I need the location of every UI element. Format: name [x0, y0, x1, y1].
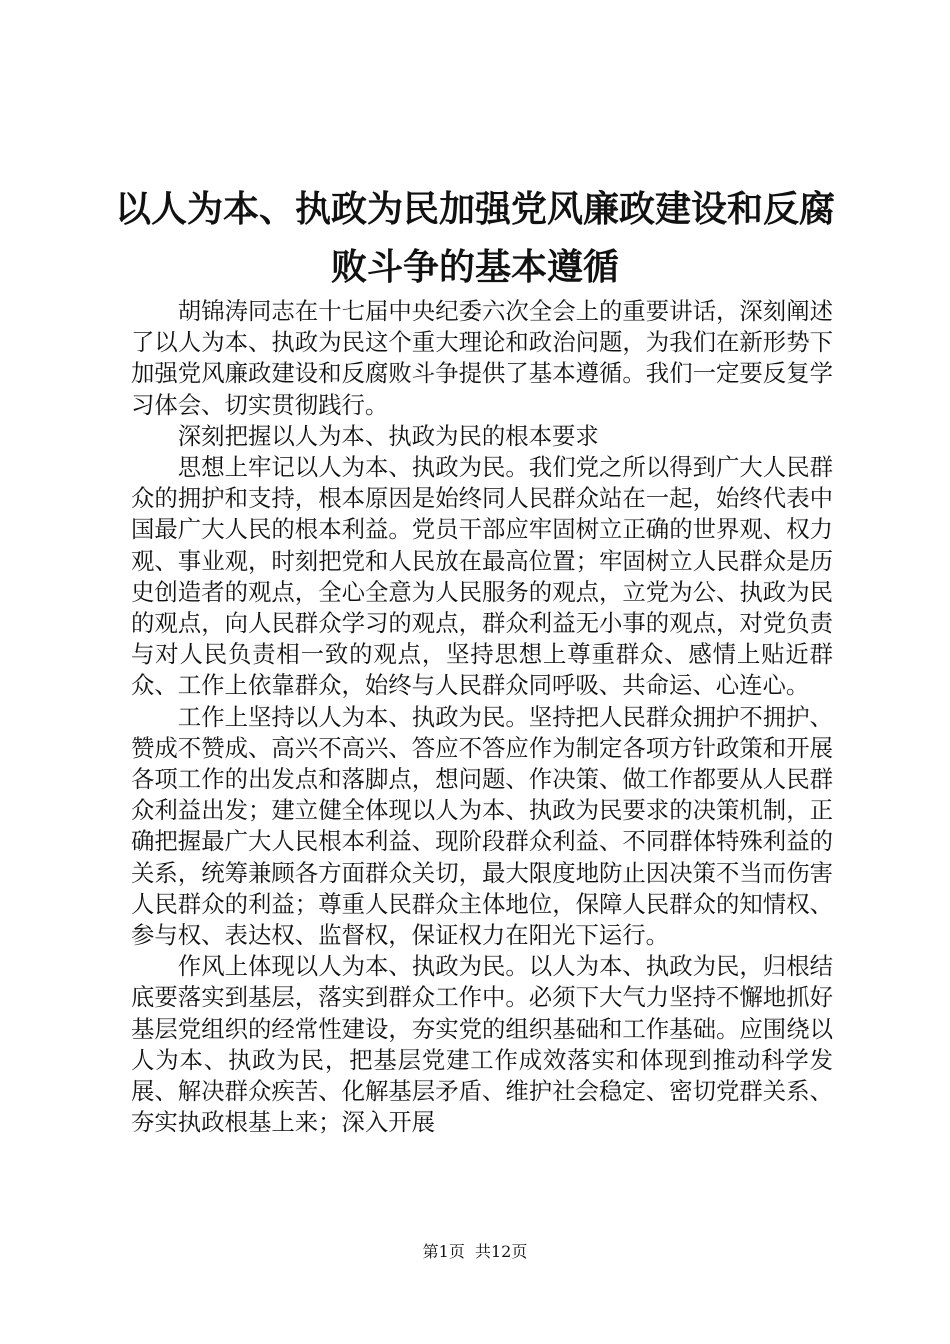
- page-footer: 第1页 共12页: [422, 1242, 528, 1261]
- document-title-line-1: 以人为本、执政为民加强党风廉政建设和反腐: [114, 189, 835, 230]
- document-title-line-2: 败斗争的基本遵循: [330, 247, 619, 288]
- paragraph-intro: 胡锦涛同志在十七届中央纪委六次全会上的重要讲话，深刻阐述了以人为本、执政为民这个重大理论和政治问题，为我们在新形势下加强党风廉政建设和反腐败斗争提供了基本遵循。我们一定要反复学习体会、切实贯彻践行。: [131, 297, 833, 419]
- paragraph-work: 工作上坚持以人为本、执政为民。坚持把人民群众拥护不拥护、赞成不赞成、高兴不高兴、答应不答应作为制定各项方针政策和开展各项工作的出发点和落脚点，想问题、作决策、做工作都要从人民群众利益出发；建立健全体现以人为本、执政为民要求的决策机制，正确把握最广大人民根本利益、现阶段群众利益、不同群体特殊利益的关系，统筹兼顾各方面群众关切，最大限度地防止因决策不当而伤害人民群众的利益；尊重人民群众主体地位，保障人民群众的知情权、参与权、表达权、监督权，保证权力在阳光下运行。: [131, 702, 833, 950]
- paragraph-thought: 思想上牢记以人为本、执政为民。我们党之所以得到广大人民群众的拥护和支持，根本原因是始终同人民群众站在一起，始终代表中国最广大人民的根本利益。党员干部应牢固树立正确的世界观、权力观、事业观，时刻把党和人民放在最高位置；牢固树立人民群众是历史创造者的观点，全心全意为人民服务的观点，立党为公、执政为民的观点，向人民群众学习的观点，群众利益无小事的观点，对党负责与对人民负责相一致的观点，坚持思想上尊重群众、感情上贴近群众、工作上依靠群众，始终与人民群众同呼吸、共命运、心连心。: [131, 453, 833, 700]
- section-heading: 深刻把握以人为本、执政为民的根本要求: [177, 421, 599, 450]
- document-body: [131, 296, 833, 1138]
- paragraph-style: 作风上体现以人为本、执政为民。以人为本、执政为民，归根结底要落实到基层，落实到群众工作中。必须下大气力坚持不懈地抓好基层党组织的经常性建设，夯实党的组织基础和工作基础。应围绕以人为本、执政为民，把基层党建工作成效落实和体现到推动科学发展、解决群众疾苦、化解基层矛盾、维护社会稳定、密切党群关系、夯实执政根基上来；深入开展: [131, 952, 833, 1137]
